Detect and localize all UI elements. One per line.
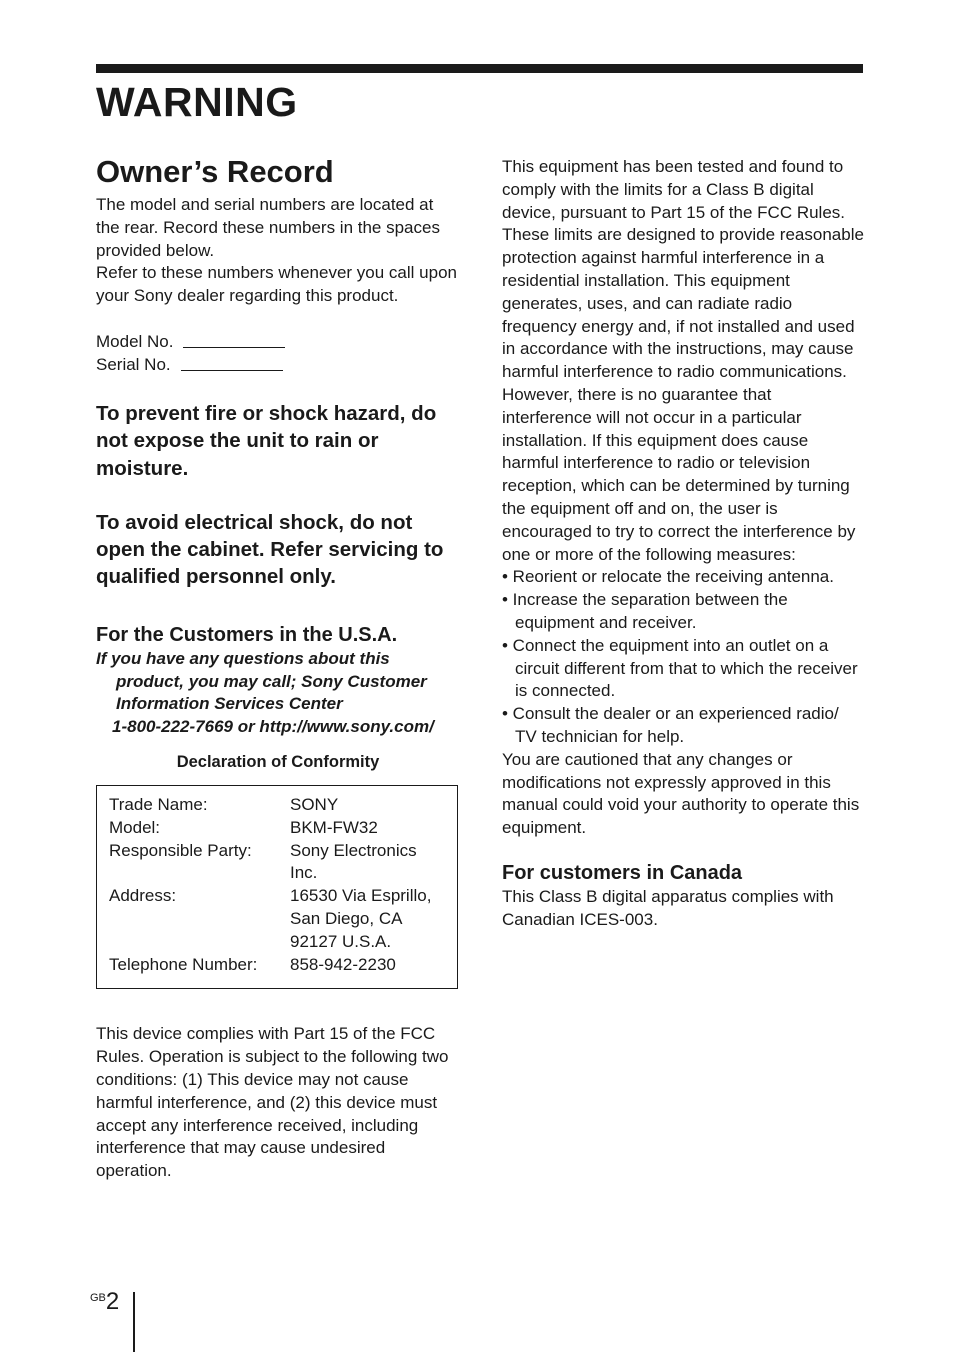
serial-number-label: Serial No. [96,354,171,374]
title-rule [96,64,863,73]
page-number [90,1287,119,1317]
declaration-row [109,885,445,953]
model-number-line [96,330,458,353]
owners-record-heading: Owner’s Record [96,154,334,189]
page-number-divider [133,1292,135,1352]
responsible-party-label: Responsible Party: [109,840,252,860]
caution-paragraph: You are cautioned that any changes or modifications not expressly approved in this manual could void your authority to operate this equipment. [502,749,860,838]
fire-shock-warning: To prevent fire or shock hazard, do not expose the unit to rain or moisture. [96,401,437,480]
address-label: Address: [109,886,177,906]
contact-line-3: Information Services Center [116,694,343,714]
model-number-blank [183,346,285,348]
address-value: 16530 Via Esprillo, San Diego, CA 92127 U.S.A. [290,886,432,951]
list-item: • Consult the dealer or an experienced radio/ TV technician for help. [502,704,839,746]
right-column [502,156,864,932]
telephone-label: Telephone Number: [109,954,258,974]
trade-name-label: Trade Name: [109,794,208,814]
declaration-row [109,954,445,977]
trade-name-value: SONY [290,794,339,814]
canada-text: This Class B digital apparatus complies with Canadian ICES-003. [502,886,834,929]
owners-record-paragraph-1: The model and serial numbers are located at the rear. Record these numbers in the spaces provided below. [96,195,440,260]
page-number-value: 2 [105,1288,120,1315]
model-number-label: Model No. [96,331,174,351]
declaration-row [109,840,445,886]
fcc-intro-paragraph: This equipment has been tested and found to comply with the limits for a Class B digital device, pursuant to Part 15 of the FCC Rules. These limits are designed to provide reasonable protection against harmful interference in a residential installation. This equipment generates, uses, and can radiate radio frequency energy and, if not installed and used in accordance with the instructions, may cause harmful interference to radio communications. However, there is no guarantee that interference will not occur in a particular installation. If this equipment does cause harmful interference to radio or television reception, which can be determined by turning the equipment off and on, the user is encouraged to try to correct the interference by one or more of the following measures: [502,157,864,564]
serial-number-line [96,353,458,376]
page-title: WARNING [96,79,298,125]
electrical-shock-warning: To avoid electrical shock, do not open the cabinet. Refer servicing to qualified personnel only. [96,510,444,589]
contact-line-4: 1-800-222-7669 or http://www.sony.com/ [112,717,434,737]
declaration-row [109,794,445,817]
telephone-value: 858-942-2230 [290,954,396,974]
left-column [96,150,458,1183]
usa-customers-heading: For the Customers in the U.S.A. [96,623,398,646]
model-value: BKM-FW32 [290,817,378,837]
usa-contact-info [96,648,458,739]
canada-heading: For customers in Canada [502,861,743,884]
page-number-prefix: GB [90,1292,106,1304]
fcc-compliance-paragraph: This device complies with Part 15 of the FCC Rules. Operation is subject to the following two conditions: (1) This device may not cause harmful interference, and (2) this device must accept any interference received, including interference that may cause undesired operation. [96,1024,449,1181]
list-item: • Increase the separation between the equipment and receiver. [502,590,788,632]
contact-line-1: If you have any questions about this [96,648,390,668]
list-item: • Connect the equipment into an outlet on a circuit different from that to which the receiver is connected. [502,635,858,701]
owners-record-paragraph-2: Refer to these numbers whenever you call upon your Sony dealer regarding this product. [96,263,457,306]
declaration-heading: Declaration of Conformity [176,752,380,771]
model-label: Model: [109,817,161,837]
interference-measures-list [502,566,864,748]
contact-line-2: product, you may call; Sony Customer [116,671,427,691]
declaration-row [109,817,445,840]
list-item: • Reorient or relocate the receiving antenna. [502,567,834,587]
declaration-box [96,785,458,989]
serial-number-blank [181,369,283,371]
responsible-party-value: Sony Electronics Inc. [290,840,417,883]
